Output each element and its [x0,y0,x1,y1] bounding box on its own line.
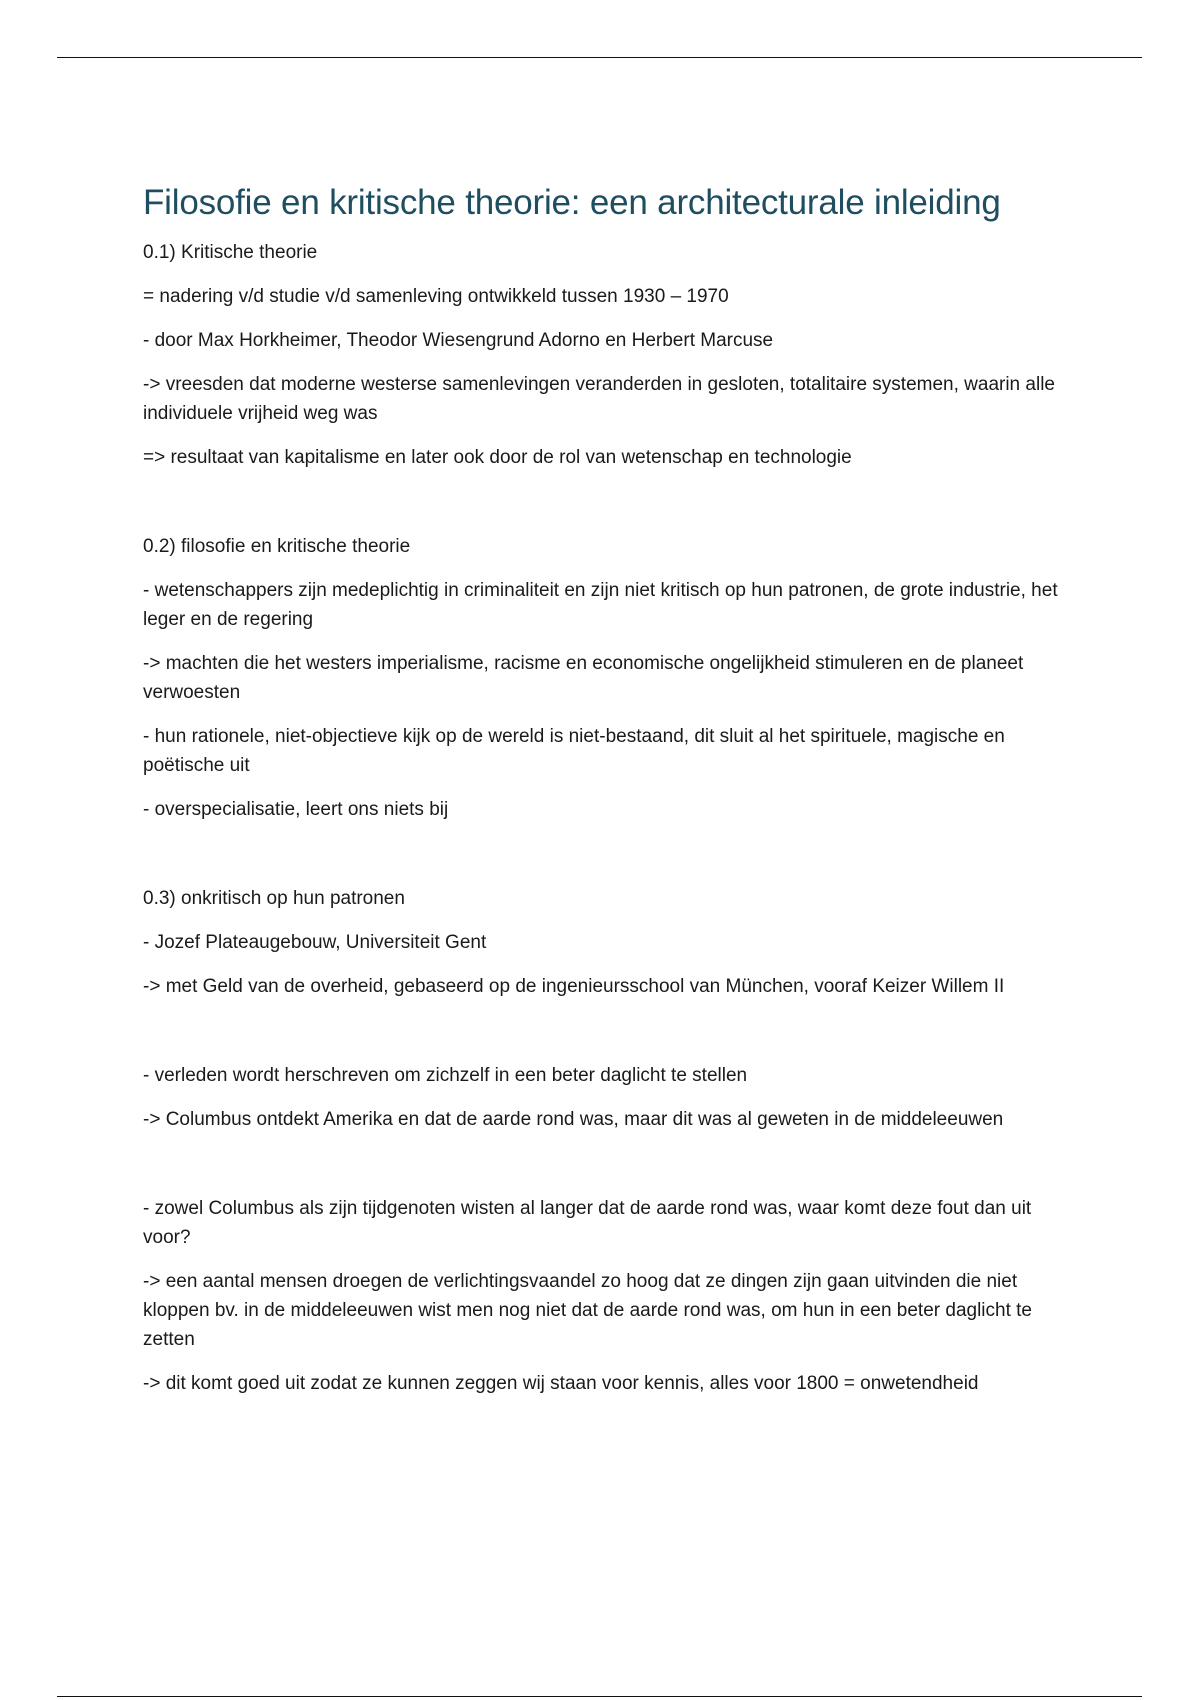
paragraph: -> Columbus ontdekt Amerika en dat de aarde rond was, maar dit was al geweten in de middeleeuwen [143,1109,1004,1130]
paragraph: -> met Geld van de overheid, gebaseerd op de ingenieursschool van München, vooraf Keizer Willem II [143,976,1005,997]
paragraph: - Jozef Plateaugebouw, Universiteit Gent [143,932,487,953]
paragraph: - overspecialisatie, leert ons niets bij [143,799,449,820]
paragraph: -> machten die het westers imperialisme, racisme en economische ongelijkheid stimuleren en de planeet verwoesten [143,653,1024,703]
paragraph: - zowel Columbus als zijn tijdgenoten wisten al langer dat de aarde rond was, waar komt deze fout dan uit voor? [143,1198,1032,1248]
paragraph-spacer [143,1001,1063,1061]
paragraph-list [143,238,1063,1398]
paragraph-spacer [143,561,1063,576]
paragraph-spacer [143,472,1063,532]
paragraph: -> een aantal mensen droegen de verlichtingsvaandel zo hoog dat ze dingen zijn gaan uitvinden die niet kloppen bv. in de middeleeuwen wist men nog niet dat de aarde rond was, om hun in een beter daglicht te zetten [143,1271,1032,1350]
paragraph: - door Max Horkheimer, Theodor Wiesengrund Adorno en Herbert Marcuse [143,330,774,351]
page-title: Filosofie en kritische theorie: een architecturale inleiding [143,183,1001,222]
paragraph: 0.1) Kritische theorie [143,242,318,263]
paragraph: -> dit komt goed uit zodat ze kunnen zeggen wij staan voor kennis, alles voor 1800 = onwetendheid [143,1373,979,1394]
paragraph: 0.3) onkritisch op hun patronen [143,888,405,909]
paragraph-spacer [143,1354,1063,1369]
paragraph-spacer [143,428,1063,443]
paragraph: = nadering v/d studie v/d samenleving ontwikkeld tussen 1930 – 1970 [143,286,729,307]
paragraph-spacer [143,1252,1063,1267]
footer-rule [57,1696,1142,1697]
paragraph-spacer [143,824,1063,884]
paragraph: - wetenschappers zijn medeplichtig in criminaliteit en zijn niet kritisch op hun patronen, de grote industrie, het leger en de regering [143,580,1058,630]
paragraph-spacer [143,355,1063,370]
paragraph: => resultaat van kapitalisme en later ook door de rol van wetenschap en technologie [143,447,852,468]
paragraph: -> vreesden dat moderne westerse samenlevingen veranderden in gesloten, totalitaire systemen, waarin alle individuele vrijheid weg was [143,374,1055,424]
paragraph-spacer [143,1090,1063,1105]
paragraph-spacer [143,1134,1063,1194]
paragraph-spacer [143,957,1063,972]
paragraph: - verleden wordt herschreven om zichzelf in een beter daglicht te stellen [143,1065,748,1086]
paragraph-spacer [143,780,1063,795]
paragraph: - hun rationele, niet-objectieve kijk op de wereld is niet-bestaand, dit sluit al het spirituele, magische en poëtische uit [143,726,1005,776]
paragraph-spacer [143,707,1063,722]
paragraph: 0.2) filosofie en kritische theorie [143,536,411,557]
header-rule [57,57,1142,58]
paragraph-spacer [143,634,1063,649]
paragraph-spacer [143,311,1063,326]
paragraph-spacer [143,913,1063,928]
paragraph-spacer [143,267,1063,282]
document-body [143,178,1063,1398]
